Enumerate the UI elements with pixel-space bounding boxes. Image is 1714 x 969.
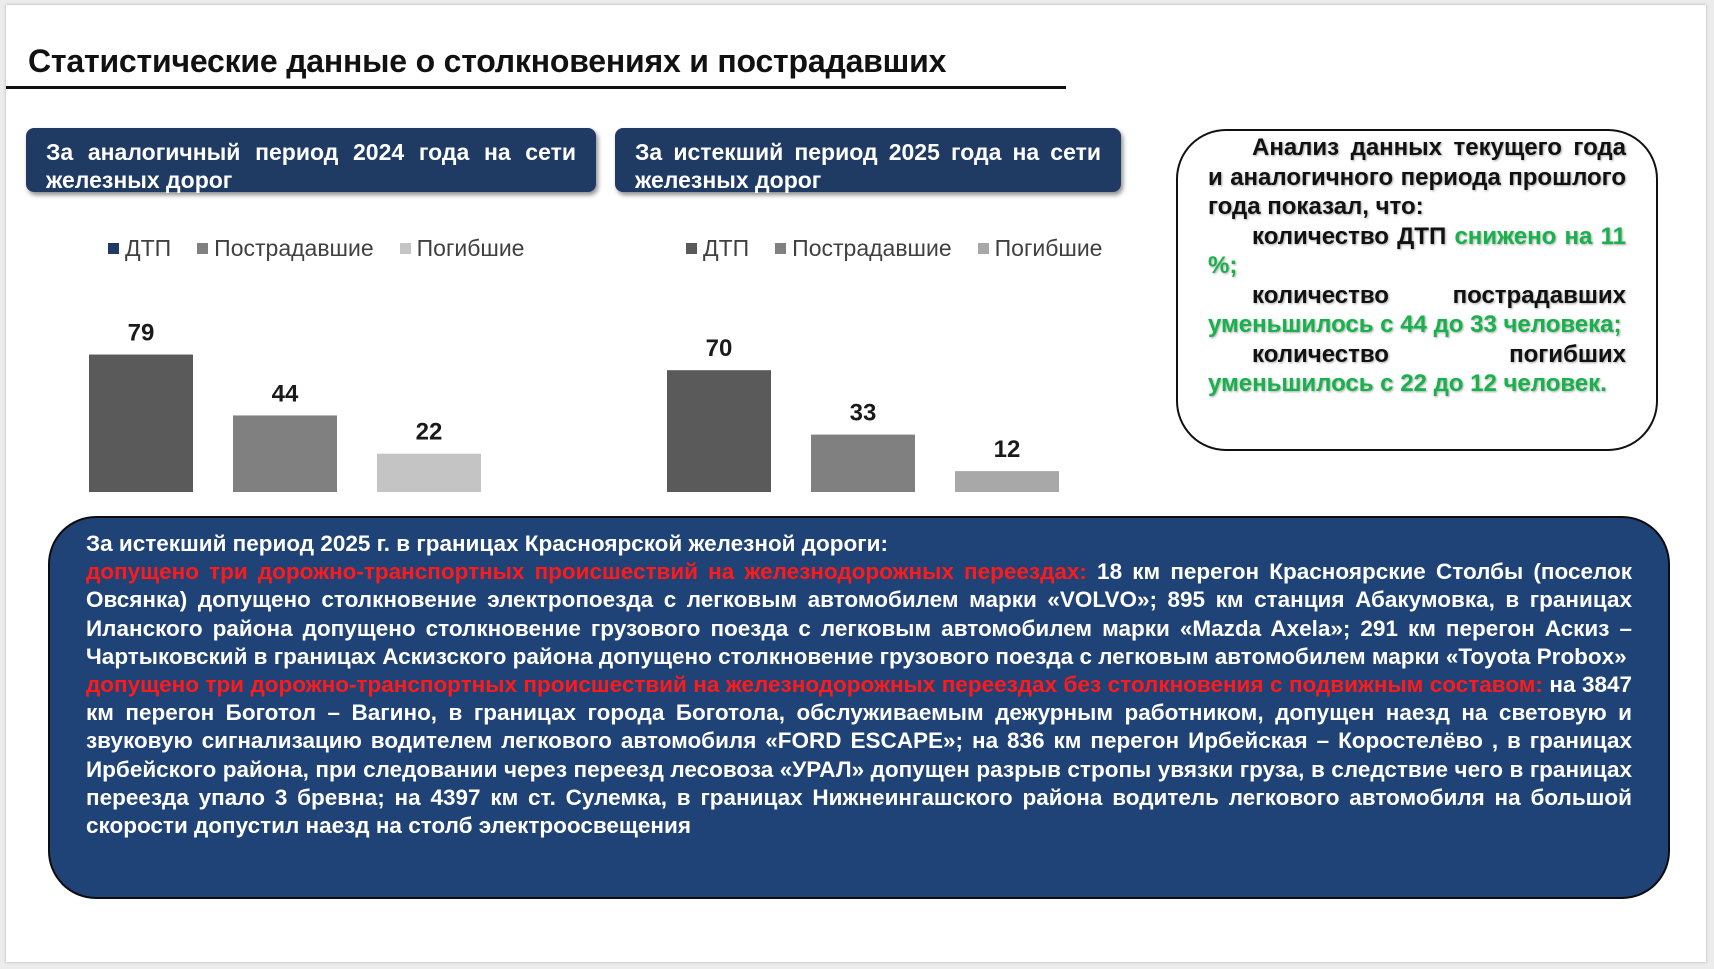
legend-2025	[686, 235, 1102, 262]
analysis-box	[1176, 129, 1658, 451]
legend-item-killed	[978, 235, 1103, 262]
slide	[6, 5, 1706, 962]
header-2025: За истекший период 2025 года на сети железных дорог	[615, 128, 1121, 192]
analysis-item-killed	[1208, 340, 1626, 399]
bar-injured	[811, 435, 915, 492]
legend-item-injured	[775, 235, 951, 262]
analysis-item-highlight: снижено на 11 %;	[1208, 222, 1626, 279]
legend-2024	[108, 235, 524, 262]
legend-swatch-dtp	[108, 243, 119, 254]
title-underline	[6, 86, 1066, 89]
data-label-dtp: 79	[127, 319, 155, 347]
incidents-box	[48, 516, 1670, 899]
incidents-heading-red: допущено три дорожно-транспортных происшествий на железнодорожных переездах без столкновения с подвижным составом:	[86, 672, 1543, 698]
incidents-paragraph-no-collision	[86, 671, 1632, 840]
legend-item-dtp	[108, 235, 171, 262]
legend-swatch-injured	[775, 243, 786, 254]
legend-label-dtp: ДТП	[703, 235, 750, 261]
legend-swatch-killed	[400, 243, 411, 254]
analysis-item-lead: количество ДТП	[1252, 222, 1455, 250]
bar-dtp	[89, 355, 193, 492]
analysis-item-injured	[1208, 281, 1626, 340]
legend-swatch-dtp	[686, 243, 697, 254]
bar-killed	[955, 471, 1059, 492]
legend-label-killed: Погибшие	[416, 235, 525, 261]
legend-swatch-killed	[978, 243, 989, 254]
chart-2025	[644, 285, 1084, 497]
legend-label-dtp: ДТП	[125, 235, 172, 261]
legend-label-injured: Пострадавшие	[792, 235, 952, 261]
data-label-dtp: 70	[705, 335, 733, 363]
analysis-item-dtp	[1208, 222, 1626, 281]
incidents-heading-red: допущено три дорожно-транспортных происшествий на железнодорожных переездах:	[86, 559, 1087, 585]
analysis-item-highlight: уменьшилось с 22 до 12 человек.	[1208, 370, 1607, 397]
analysis-intro: Анализ данных текущего года и аналогичного периода прошлого года показал, что:	[1208, 134, 1626, 220]
data-label-killed: 12	[993, 436, 1021, 464]
legend-item-injured	[197, 235, 373, 262]
bar-dtp	[667, 370, 771, 492]
data-label-killed: 22	[415, 418, 443, 446]
incidents-paragraph-collisions	[86, 558, 1632, 671]
analysis-item-lead: количество пострадавших	[1252, 281, 1626, 309]
legend-item-dtp	[686, 235, 749, 262]
legend-item-killed	[400, 235, 525, 262]
chart-2025-svg	[644, 285, 1084, 497]
legend-label-killed: Погибшие	[994, 235, 1103, 261]
analysis-item-highlight: уменьшилось с 44 до 33 человека;	[1208, 311, 1622, 338]
chart-2024	[66, 285, 506, 497]
header-2024: За аналогичный период 2024 года на сети железных дорог	[26, 128, 596, 192]
legend-label-injured: Пострадавшие	[214, 235, 374, 261]
incidents-text: на 3847 км перегон Боготол – Вагино, в границах города Боготола, обслуживаемым дежурным работником, допущен наезд на световую и звуковую сигнализацию водителем легкового автомобиля «FORD ESCAPE»; на 836 км перегон Ирбейская – Коростелёво , в границах Ирбейского района, при следовании через переезд лесовоза «УРАЛ» допущен разрыв стропы увязки груза, в следствие чего в границах переезда упало 3 бревна; на 4397 км ст. Сулемка, в границах Нижнеингашского района водитель легкового автомобиля на большой скорости допустил наезд на столб электроосвещения	[86, 672, 1632, 839]
incidents-intro: За истекший период 2025 г. в границах Красноярской железной дороги:	[86, 531, 888, 556]
incidents-text: 18 км перегон Красноярские Столбы (поселок Овсянка) допущено столкновение электропоезда с легковым автомобилем марки «VOLVO»; 895 км станция Абакумовка, в границах Иланского района допущено столкновение грузового поезда с легковым автомобилем марки «Mazda Axela»; 291 км перегон Аскиз – Чартыковский в границах Аскизского района допущено столкновение грузового поезда с легковым автомобилем марки «Toyota Probox»	[86, 559, 1632, 669]
analysis-item-lead: количество погибших	[1252, 340, 1626, 368]
data-label-injured: 44	[271, 380, 299, 408]
chart-2024-svg	[66, 285, 506, 497]
page-title: Статистические данные о столкновениях и пострадавших	[28, 43, 947, 79]
bar-injured	[233, 415, 337, 492]
data-label-injured: 33	[849, 399, 877, 427]
legend-swatch-injured	[197, 243, 208, 254]
bar-killed	[377, 454, 481, 492]
